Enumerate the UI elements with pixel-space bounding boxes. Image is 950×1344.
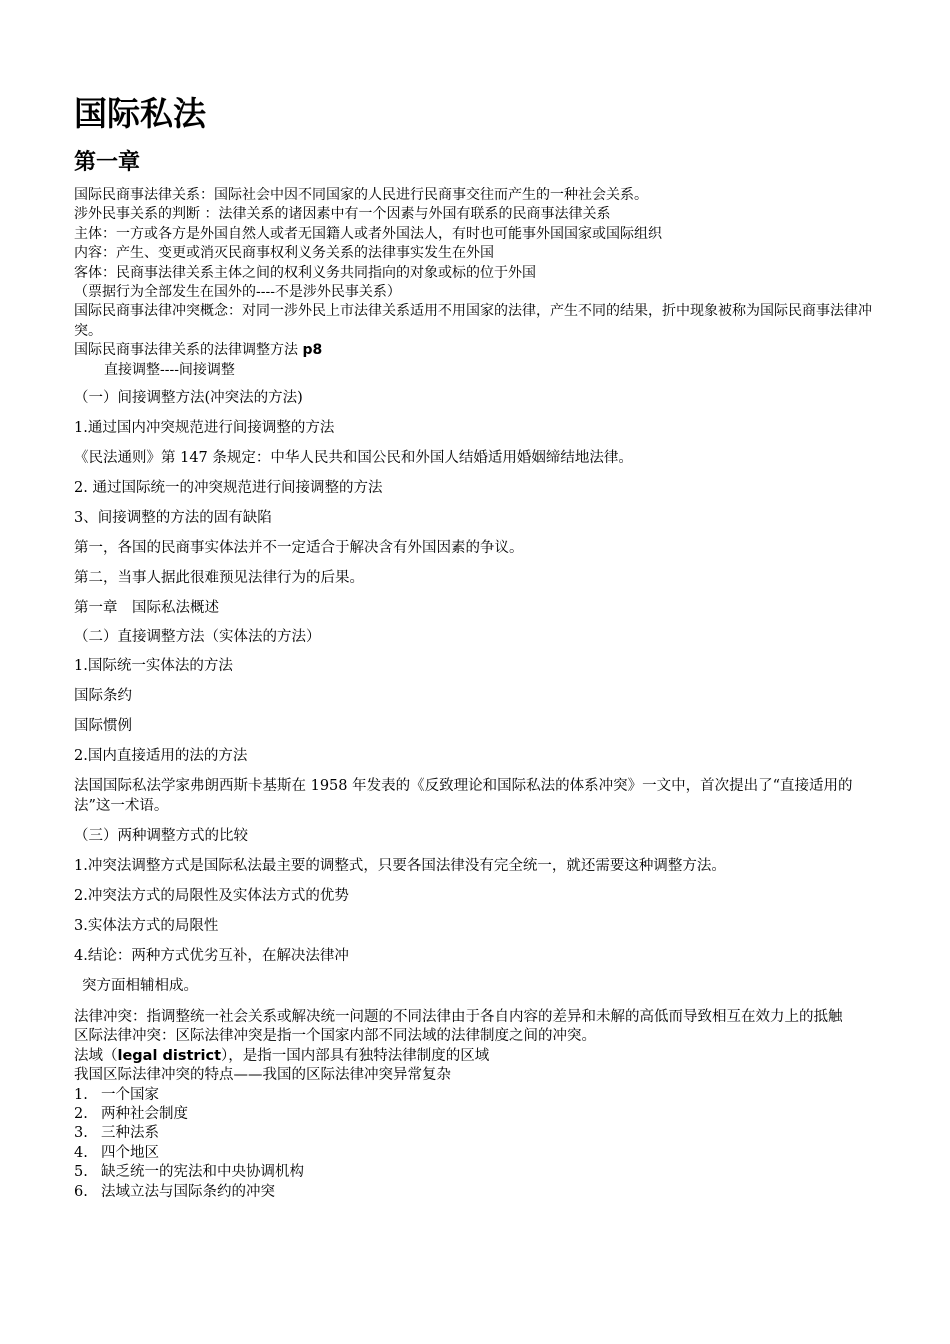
list-item: [74, 1105, 884, 1124]
methods-section: [74, 388, 884, 1006]
paragraph-line: 2.国内直接适用的法的方法: [74, 748, 248, 764]
paragraph-line: 法国国际私法学家弗朗西斯卡基斯在 1958 年发表的《反致理论和国际私法的体系冲突》一文中，首次提出了“直接适用的法”这一术语。: [74, 778, 853, 814]
list-number: 5.: [74, 1164, 88, 1181]
paragraph-line: 2.冲突法方式的局限性及实体法方式的优势: [74, 888, 349, 904]
conflict-section: [74, 1008, 884, 1202]
paragraph-line: 我国区际法律冲突的特点——我国的区际法律冲突异常复杂: [74, 1067, 451, 1084]
paragraph-line: 3、间接调整的方法的固有缺陷: [74, 510, 272, 526]
section-heading: （一）间接调整方法(冲突法的方法): [74, 390, 303, 406]
list-item: [74, 1163, 884, 1182]
paragraph-line: 第一，各国的民商事实体法并不一定适合于解决含有外国因素的争议。: [74, 540, 524, 556]
paragraph-line: 4.结论：两种方式优劣互补，在解决法律冲: [74, 948, 349, 964]
page-reference: p8: [302, 342, 323, 359]
section-heading: （三）两种调整方式的比较: [74, 828, 248, 844]
list-text: 四个地区: [101, 1144, 159, 1161]
paragraph-line: 客体：民商事法律关系主体之间的权利义务共同指向的对象或标的位于外国: [74, 264, 536, 281]
list-text: 两种社会制度: [101, 1106, 188, 1123]
document-title: 国际私法: [74, 94, 206, 133]
list-number: 2.: [74, 1106, 88, 1123]
paragraph-line: 法律冲突：指调整统一社会关系或解决统一问题的不同法律由于各自内容的差异和未解的高低而导致相互在效力上的抵触: [74, 1009, 843, 1025]
paragraph-line: [74, 341, 884, 360]
list-number: 3.: [74, 1125, 88, 1142]
paragraph-line: 第二，当事人据此很难预见法律行为的后果。: [74, 570, 364, 586]
paragraph-line: 1.冲突法调整方式是国际私法最主要的调整式，只要各国法律没有完全统一，就还需要这种调整方法。: [74, 858, 726, 874]
paragraph-line: 国际民商事法律冲突概念：对同一涉外民上市法律关系适用不用国家的法律，产生不同的结果，折中现象被称为国际民商事法律冲突。: [74, 303, 872, 339]
paragraph-line: 国际条约: [74, 688, 132, 704]
paragraph-line: 内容：产生、变更或消灭民商事权利义务关系的法律事实发生在外国: [74, 245, 494, 262]
paragraph-line: 突方面相辅相成。: [82, 978, 198, 994]
paragraph-line: （票据行为全部发生在国外的----不是涉外民事关系）: [74, 284, 401, 301]
paragraph-line: 区际法律冲突：区际法律冲突是指一个国家内部不同法域的法律制度之间的冲突。: [74, 1028, 596, 1045]
list-text: 三种法系: [101, 1125, 159, 1142]
list-item: [74, 1144, 884, 1163]
paragraph-line: 《民法通则》第 147 条规定：中华人民共和国公民和外国人结婚适用婚姻缔结地法律。: [74, 450, 633, 466]
legal-district-suffix: ），是指一国内部具有独特法律制度的区域: [221, 1047, 490, 1064]
paragraph-line: 1.通过国内冲突规范进行间接调整的方法: [74, 420, 335, 436]
paragraph-line: [74, 1047, 884, 1066]
legal-district-term: legal district: [117, 1047, 222, 1064]
paragraph-line: 主体：一方或各方是外国自然人或者无国籍人或者外国法人，有时也可能事外国国家或国际组织: [74, 225, 662, 242]
list-text: 缺乏统一的宪法和中央协调机构: [101, 1164, 304, 1181]
paragraph-line: 涉外民事关系的判断 ：法律关系的诸因素中有一个因素与外国有联系的民商事法律关系: [74, 206, 611, 223]
paragraph-line: 国际民商事法律关系：国际社会中因不同国家的人民进行民商事交往而产生的一种社会关系。: [74, 187, 648, 203]
legal-district-prefix: 法域（: [74, 1047, 118, 1064]
intro-section: [74, 186, 884, 380]
list-item: [74, 1086, 884, 1105]
list-number: 4.: [74, 1144, 88, 1161]
list-item: [74, 1183, 884, 1202]
paragraph-line: 3.实体法方式的局限性: [74, 918, 219, 934]
paragraph-line: 国际惯例: [74, 718, 132, 734]
paragraph-line: 直接调整----间接调整: [104, 361, 235, 378]
list-number: 6.: [74, 1183, 88, 1200]
section-heading: （二）直接调整方法（实体法的方法）: [74, 629, 321, 645]
paragraph-line: 2. 通过国际统一的冲突规范进行间接调整的方法: [74, 480, 383, 496]
list-text: 法域立法与国际条约的冲突: [101, 1183, 275, 1200]
method-heading-text: 国际民商事法律关系的法律调整方法: [74, 342, 303, 359]
chapter-heading: 第一章: [74, 150, 141, 175]
list-text: 一个国家: [101, 1086, 159, 1103]
list-item: [74, 1124, 884, 1143]
list-number: 1.: [74, 1086, 88, 1103]
paragraph-line: 1.国际统一实体法的方法: [74, 658, 233, 674]
paragraph-line: 第一章 国际私法概述: [74, 600, 219, 616]
